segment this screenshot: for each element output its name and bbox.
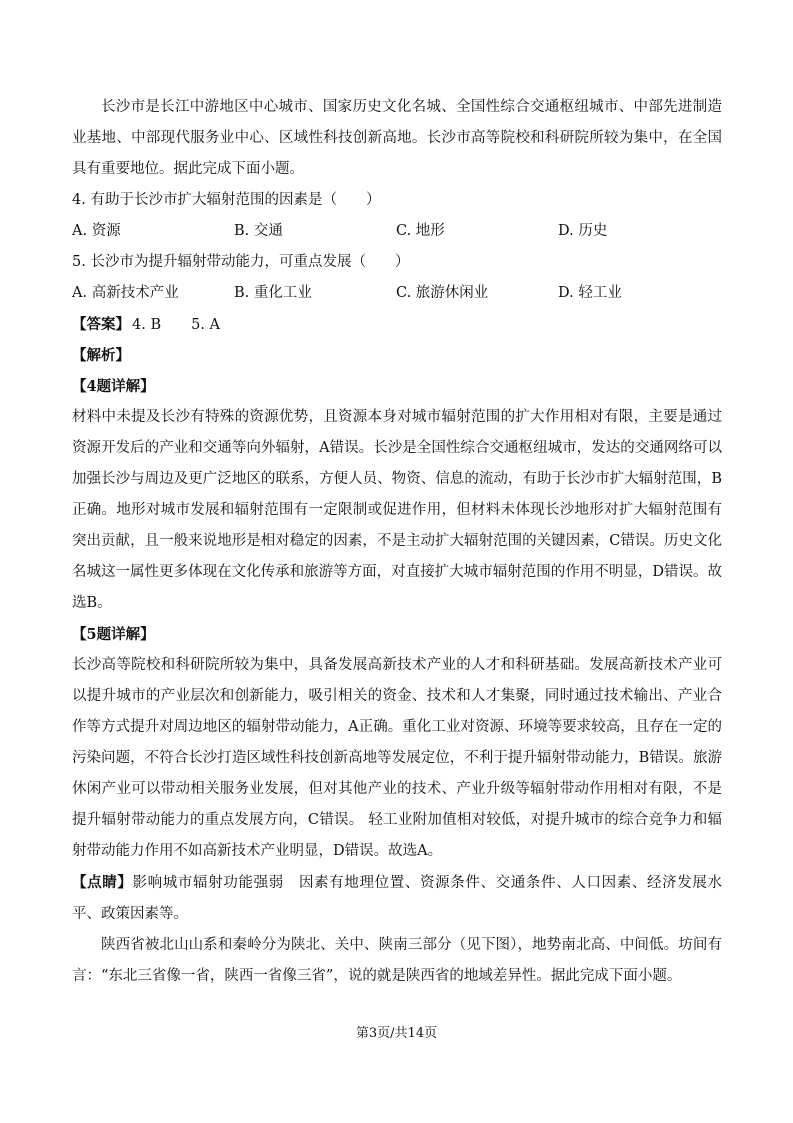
answer-value-4: 4. B <box>132 317 162 333</box>
detail-5-heading: 【5题详解】 <box>72 626 155 643</box>
page-footer: 第3页/共14页 <box>355 1026 438 1041</box>
document-body <box>72 92 722 992</box>
detail-4-text: 材料中未提及长沙有特殊的资源优势，且资源本身对城市辐射范围的扩大作用相对有限，主要是通过资源开发后的产业和交通等向外辐射，A错误。长沙是全国性综合交通枢纽城市，发达的交通网络可以加强长沙与周边及更广泛地区的联系，方便人员、物资、信息的流动，有助于长沙市扩大辐射范围，B正确。地形对城市发展和辐射范围有一定限制或促进作用，但材料未体现长沙地形对扩大辐射范围有突出贡献，且一般来说地形是相对稳定的因素，不是主动扩大辐射范围的关键因素，C错误。历史文化名城这一属性更多体现在文化传承和旅游等方面，对直接扩大城市辐射范围的作用不明显，D错误。故选B。 <box>72 409 722 611</box>
question-4-stem: 4. 有助于长沙市扩大辐射范围的因素是（ ） <box>72 192 381 208</box>
answer-line <box>72 309 722 340</box>
detail-5-text: 长沙高等院校和科研院所较为集中，具备发展高新技术产业的人才和科研基础。发展高新技术产业可以提升城市的产业层次和创新能力，吸引相关的资金、技术和人才集聚，同时通过技术输出、产业合作等方式提升对周边地区的辐射带动能力，A正确。重化工业对资源、环境等要求较高，且存在一定的污染问题，不符合长沙打造区域性科技创新高地等发展定位，不利于提升辐射带动能力，B错误。旅游休闲产业可以带动相关服务业发展，但对其他产业的技术、产业升级等辐射带动作用相对有限，不是提升辐射带动能力的重点发展方向，C错误。 轻工业附加值相对较低，对提升城市的综合竞争力和辐射带动能力作用不如高新技术产业明显，D错误。故选A。 <box>72 657 722 859</box>
answer-value-5: 5. A <box>191 317 221 333</box>
question-4-option-a: A. 资源 <box>72 223 121 239</box>
question-4-option-c: C. 地形 <box>396 223 445 239</box>
question-5-options <box>72 278 722 309</box>
key-point <box>72 867 722 930</box>
question-5-stem: 5. 长沙市为提升辐射带动能力，可重点发展（ ） <box>72 254 410 270</box>
answer-label: 【答案】 <box>72 316 130 333</box>
intro-paragraph: 长沙市是长江中游地区中心城市、国家历史文化名城、全国性综合交通枢纽城市、中部先进制造业基地、中部现代服务业中心、区域性科技创新高地。长沙市高等院校和科研院所较为集中，在全国具有重要地位。据此完成下面小题。 <box>72 99 722 177</box>
question-4-options <box>72 216 722 247</box>
analysis-label: 【解析】 <box>72 347 130 364</box>
question-5-option-b: B. 重化工业 <box>234 285 312 301</box>
question-4-option-b: B. 交通 <box>234 223 283 239</box>
shaanxi-paragraph: 陕西省被北山山系和秦岭分为陕北、关中、陕南三部分（见下图），地势南北高、中间低。坊间有言：“东北三省像一省，陕西一省像三省”，说的就是陕西省的地域差异性。据此完成下面小题。 <box>72 937 722 984</box>
question-5-option-d: D. 轻工业 <box>558 285 622 301</box>
key-point-label: 【点睛】 <box>72 874 133 891</box>
detail-4-heading: 【4题详解】 <box>72 378 155 395</box>
question-4-option-d: D. 历史 <box>558 223 608 239</box>
question-5-option-a: A. 高新技术产业 <box>72 285 179 301</box>
question-5-option-c: C. 旅游休闲业 <box>396 285 489 301</box>
key-point-text: 影响城市辐射功能强弱 因素有地理位置、资源条件、交通条件、人口因素、经济发展水平、政策因素等。 <box>72 875 723 922</box>
